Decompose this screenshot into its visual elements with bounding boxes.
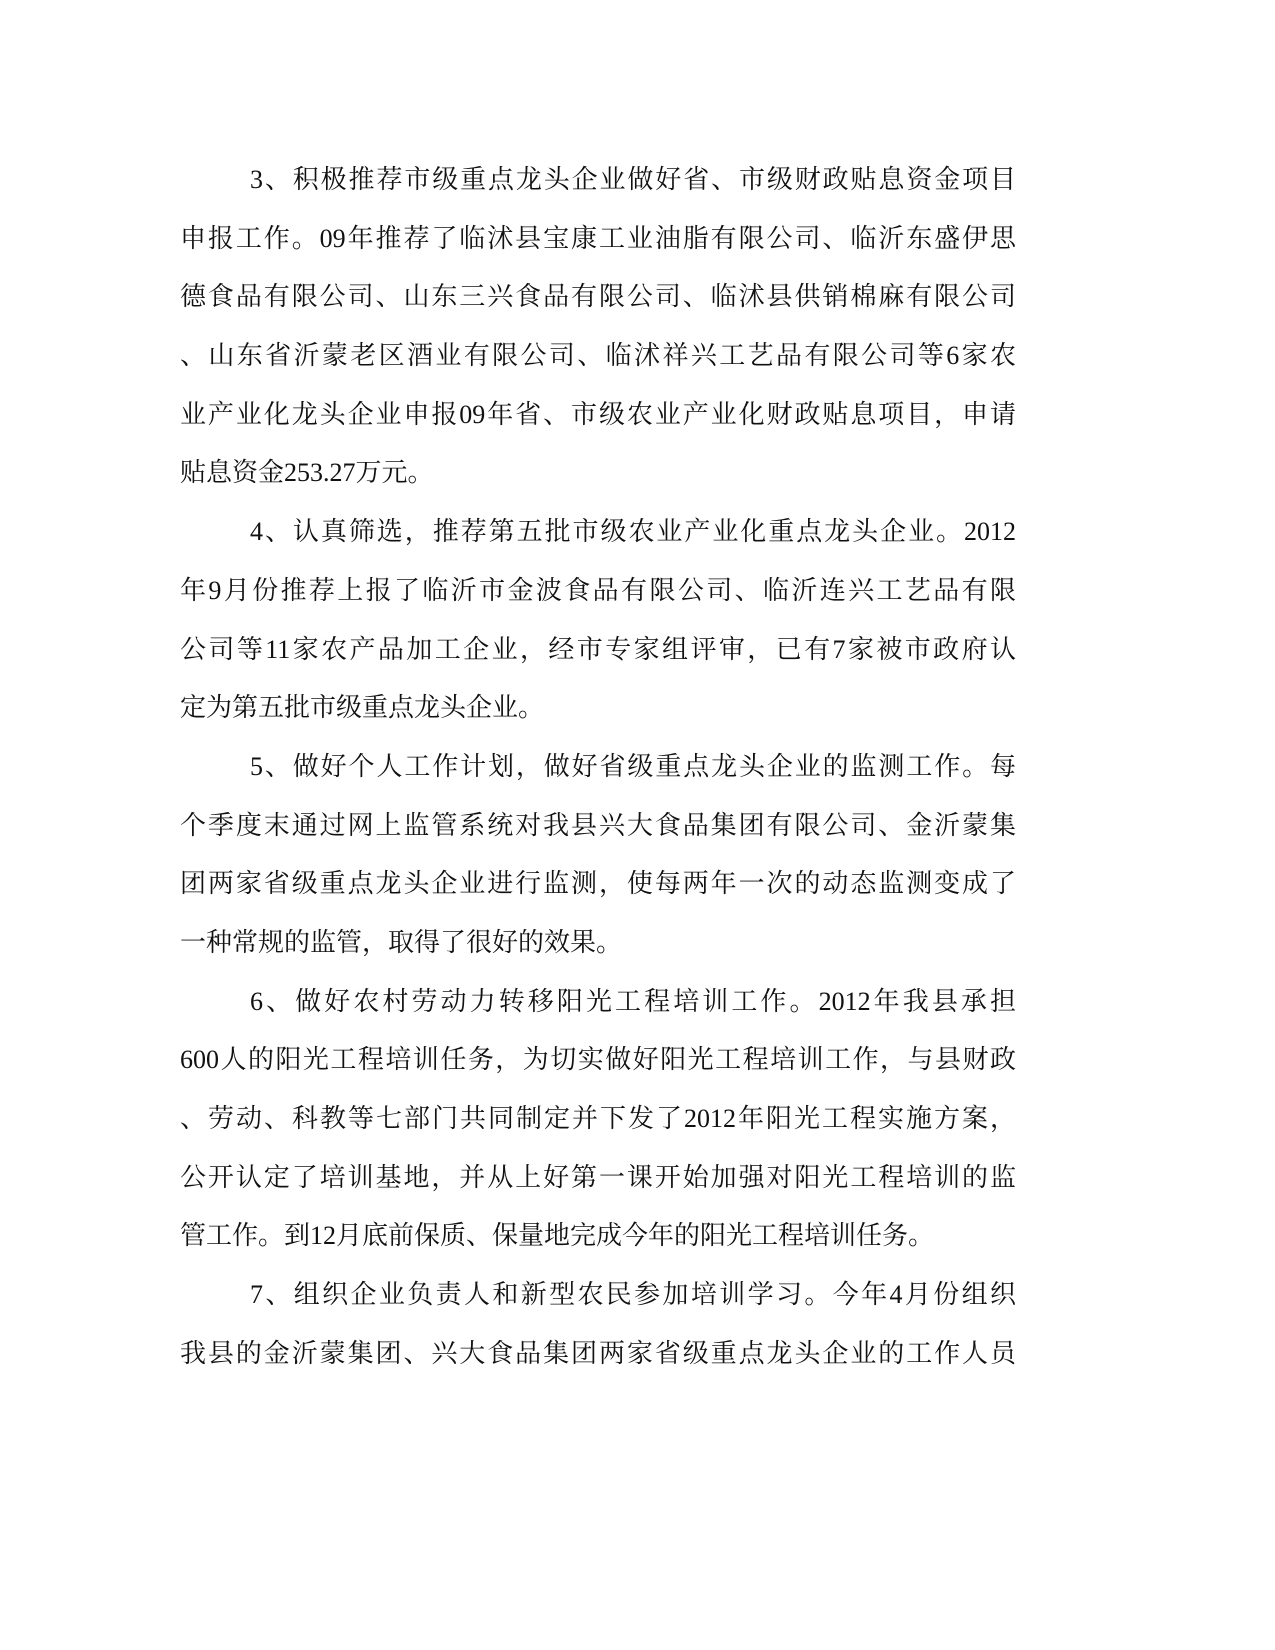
text-line: 德食品有限公司、山东三兴食品有限公司、临沭县供销棉麻有限公司 — [180, 282, 1016, 312]
paragraph — [180, 151, 1016, 503]
text-line: 团两家省级重点龙头企业进行监测，使每两年一次的动态监测变成了 — [180, 869, 1016, 899]
text-line: 公开认定了培训基地，并从上好第一课开始加强对阳光工程培训的监 — [180, 1162, 1016, 1192]
text-line: 3、积极推荐市级重点龙头企业做好省、市级财政贴息资金项目 — [250, 165, 1016, 194]
text-line: 我县的金沂蒙集团、兴大食品集团两家省级重点龙头企业的工作人员 — [180, 1338, 1016, 1368]
text-line: 管工作。到12月底前保质、保量地完成今年的阳光工程培训任务。 — [180, 1221, 935, 1251]
text-line: 一种常规的监管，取得了很好的效果。 — [180, 927, 623, 957]
paragraph — [180, 973, 1016, 1266]
paragraph — [180, 1266, 1016, 1383]
paragraph — [180, 738, 1016, 973]
paragraph — [180, 503, 1016, 738]
text-line: 7、组织企业负责人和新型农民参加培训学习。今年4月份组织 — [250, 1280, 1016, 1310]
text-line: 5、做好个人工作计划，做好省级重点龙头企业的监测工作。每 — [250, 751, 1016, 781]
text-line: 个季度末通过网上监管系统对我县兴大食品集团有限公司、金沂蒙集 — [180, 810, 1016, 840]
text-line: 4、认真筛选，推荐第五批市级农业产业化重点龙头企业。2012 — [250, 517, 1016, 547]
text-line: 600人的阳光工程培训任务，为切实做好阳光工程培训工作，与县财政 — [180, 1045, 1016, 1075]
text-line: 公司等11家农产品加工企业，经市专家组评审，已有7家被市政府认 — [180, 634, 1016, 664]
text-line: 贴息资金253.27万元。 — [180, 458, 434, 488]
text-line: 、山东省沂蒙老区酒业有限公司、临沭祥兴工艺品有限公司等6家农 — [180, 341, 1016, 371]
text-line: 业产业化龙头企业申报09年省、市级农业产业化财政贴息项目，申请 — [180, 399, 1016, 429]
text-line: 、劳动、科教等七部门共同制定并下发了2012年阳光工程实施方案， — [180, 1104, 1016, 1133]
text-line: 申报工作。09年推荐了临沭县宝康工业油脂有限公司、临沂东盛伊思 — [180, 223, 1016, 253]
document-body — [180, 151, 1016, 1383]
text-line: 定为第五批市级重点龙头企业。 — [180, 693, 545, 723]
text-line: 年9月份推荐上报了临沂市金波食品有限公司、临沂连兴工艺品有限 — [180, 575, 1016, 605]
text-line: 6、做好农村劳动力转移阳光工程培训工作。2012年我县承担 — [250, 986, 1016, 1016]
